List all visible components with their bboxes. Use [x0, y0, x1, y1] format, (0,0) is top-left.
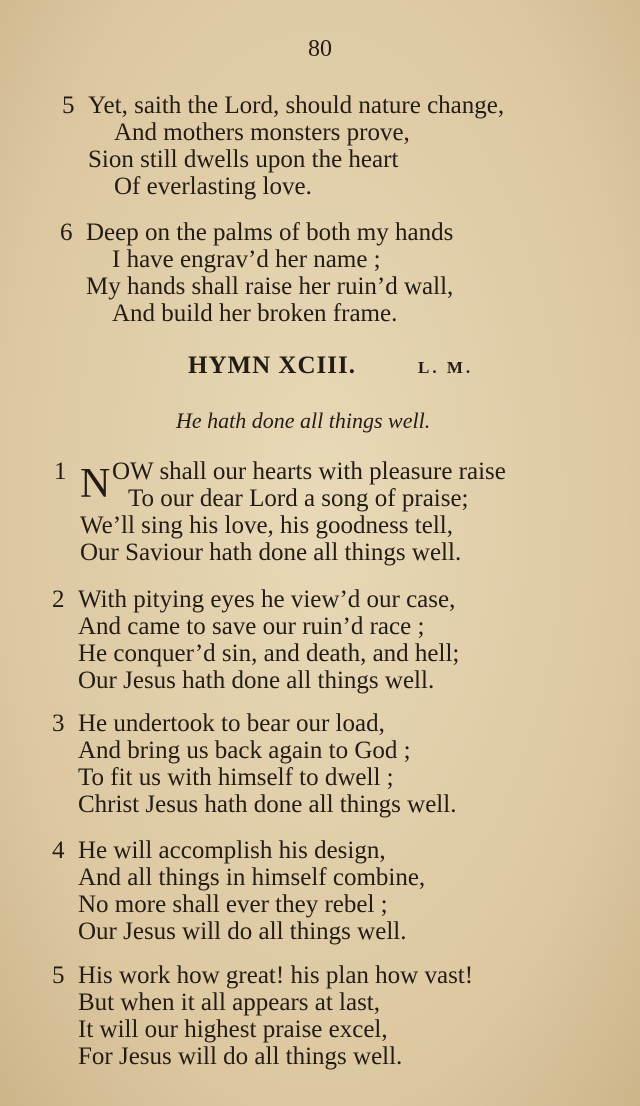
stanza-line: My hands shall raise her ruin’d wall,	[86, 273, 454, 300]
stanza-line: With pitying eyes he view’d our case,	[78, 586, 456, 613]
stanza-line: Sion still dwells upon the heart	[88, 146, 399, 173]
stanza-line: His work how great! his plan how vast!	[78, 962, 474, 989]
stanza-line: And came to save our ruin’d race ;	[78, 613, 425, 640]
stanza-line: Yet, saith the Lord, should nature change,	[88, 92, 505, 119]
stanza-line: Deep on the palms of both my hands	[86, 219, 454, 246]
stanza-line: Of everlasting love.	[114, 173, 312, 200]
stanza-number: 6	[60, 219, 73, 246]
stanza-line: It will our highest praise excel,	[78, 1016, 388, 1043]
stanza-line: He will accomplish his design,	[78, 837, 386, 864]
hymn-stanza-5	[0, 962, 640, 1070]
stanza-5-previous-hymn	[0, 92, 640, 200]
stanza-line: Christ Jesus hath done all things well.	[78, 791, 457, 818]
stanza-line: Our Jesus will do all things well.	[78, 918, 407, 945]
stanza-line: To fit us with himself to dwell ;	[78, 764, 394, 791]
stanza-line: He undertook to bear our load,	[78, 710, 385, 737]
stanza-number: 1	[54, 458, 67, 485]
stanza-number: 5	[52, 962, 65, 989]
stanza-number: 5	[62, 92, 75, 119]
stanza-line: For Jesus will do all things well.	[78, 1043, 403, 1070]
page-number: 80	[308, 36, 332, 62]
stanza-line: But when it all appears at last,	[78, 989, 381, 1016]
hymn-meter: L. M.	[418, 358, 474, 377]
stanza-line: He conquer’d sin, and death, and hell;	[78, 640, 460, 667]
stanza-line: I have engrav’d her name ;	[112, 246, 381, 273]
hymn-stanza-4	[0, 837, 640, 945]
stanza-line: Our Saviour hath done all things well.	[80, 539, 462, 566]
stanza-line: We’ll sing his love, his goodness tell,	[80, 512, 453, 539]
stanza-line: OW shall our hearts with pleasure raise	[112, 458, 506, 485]
hymn-title: HYMN XCIII.	[188, 352, 356, 379]
stanza-line: Our Jesus hath done all things well.	[78, 667, 435, 694]
hymn-subtitle: He hath done all things well.	[176, 408, 431, 433]
stanza-number: 3	[52, 710, 65, 737]
drop-cap: N	[80, 461, 111, 507]
stanza-line: And all things in himself combine,	[78, 864, 426, 891]
stanza-line: And bring us back again to God ;	[78, 737, 411, 764]
stanza-6-previous-hymn	[0, 219, 640, 327]
hymn-stanza-2	[0, 586, 640, 694]
stanza-line: To our dear Lord a song of praise;	[128, 485, 469, 512]
hymn-stanza-3	[0, 710, 640, 818]
stanza-line: And build her broken frame.	[112, 300, 398, 327]
stanza-line: No more shall ever they rebel ;	[78, 891, 388, 918]
stanza-number: 4	[52, 837, 65, 864]
stanza-line: And mothers monsters prove,	[114, 119, 410, 146]
hymn-stanza-1	[0, 458, 640, 566]
stanza-number: 2	[52, 586, 65, 613]
